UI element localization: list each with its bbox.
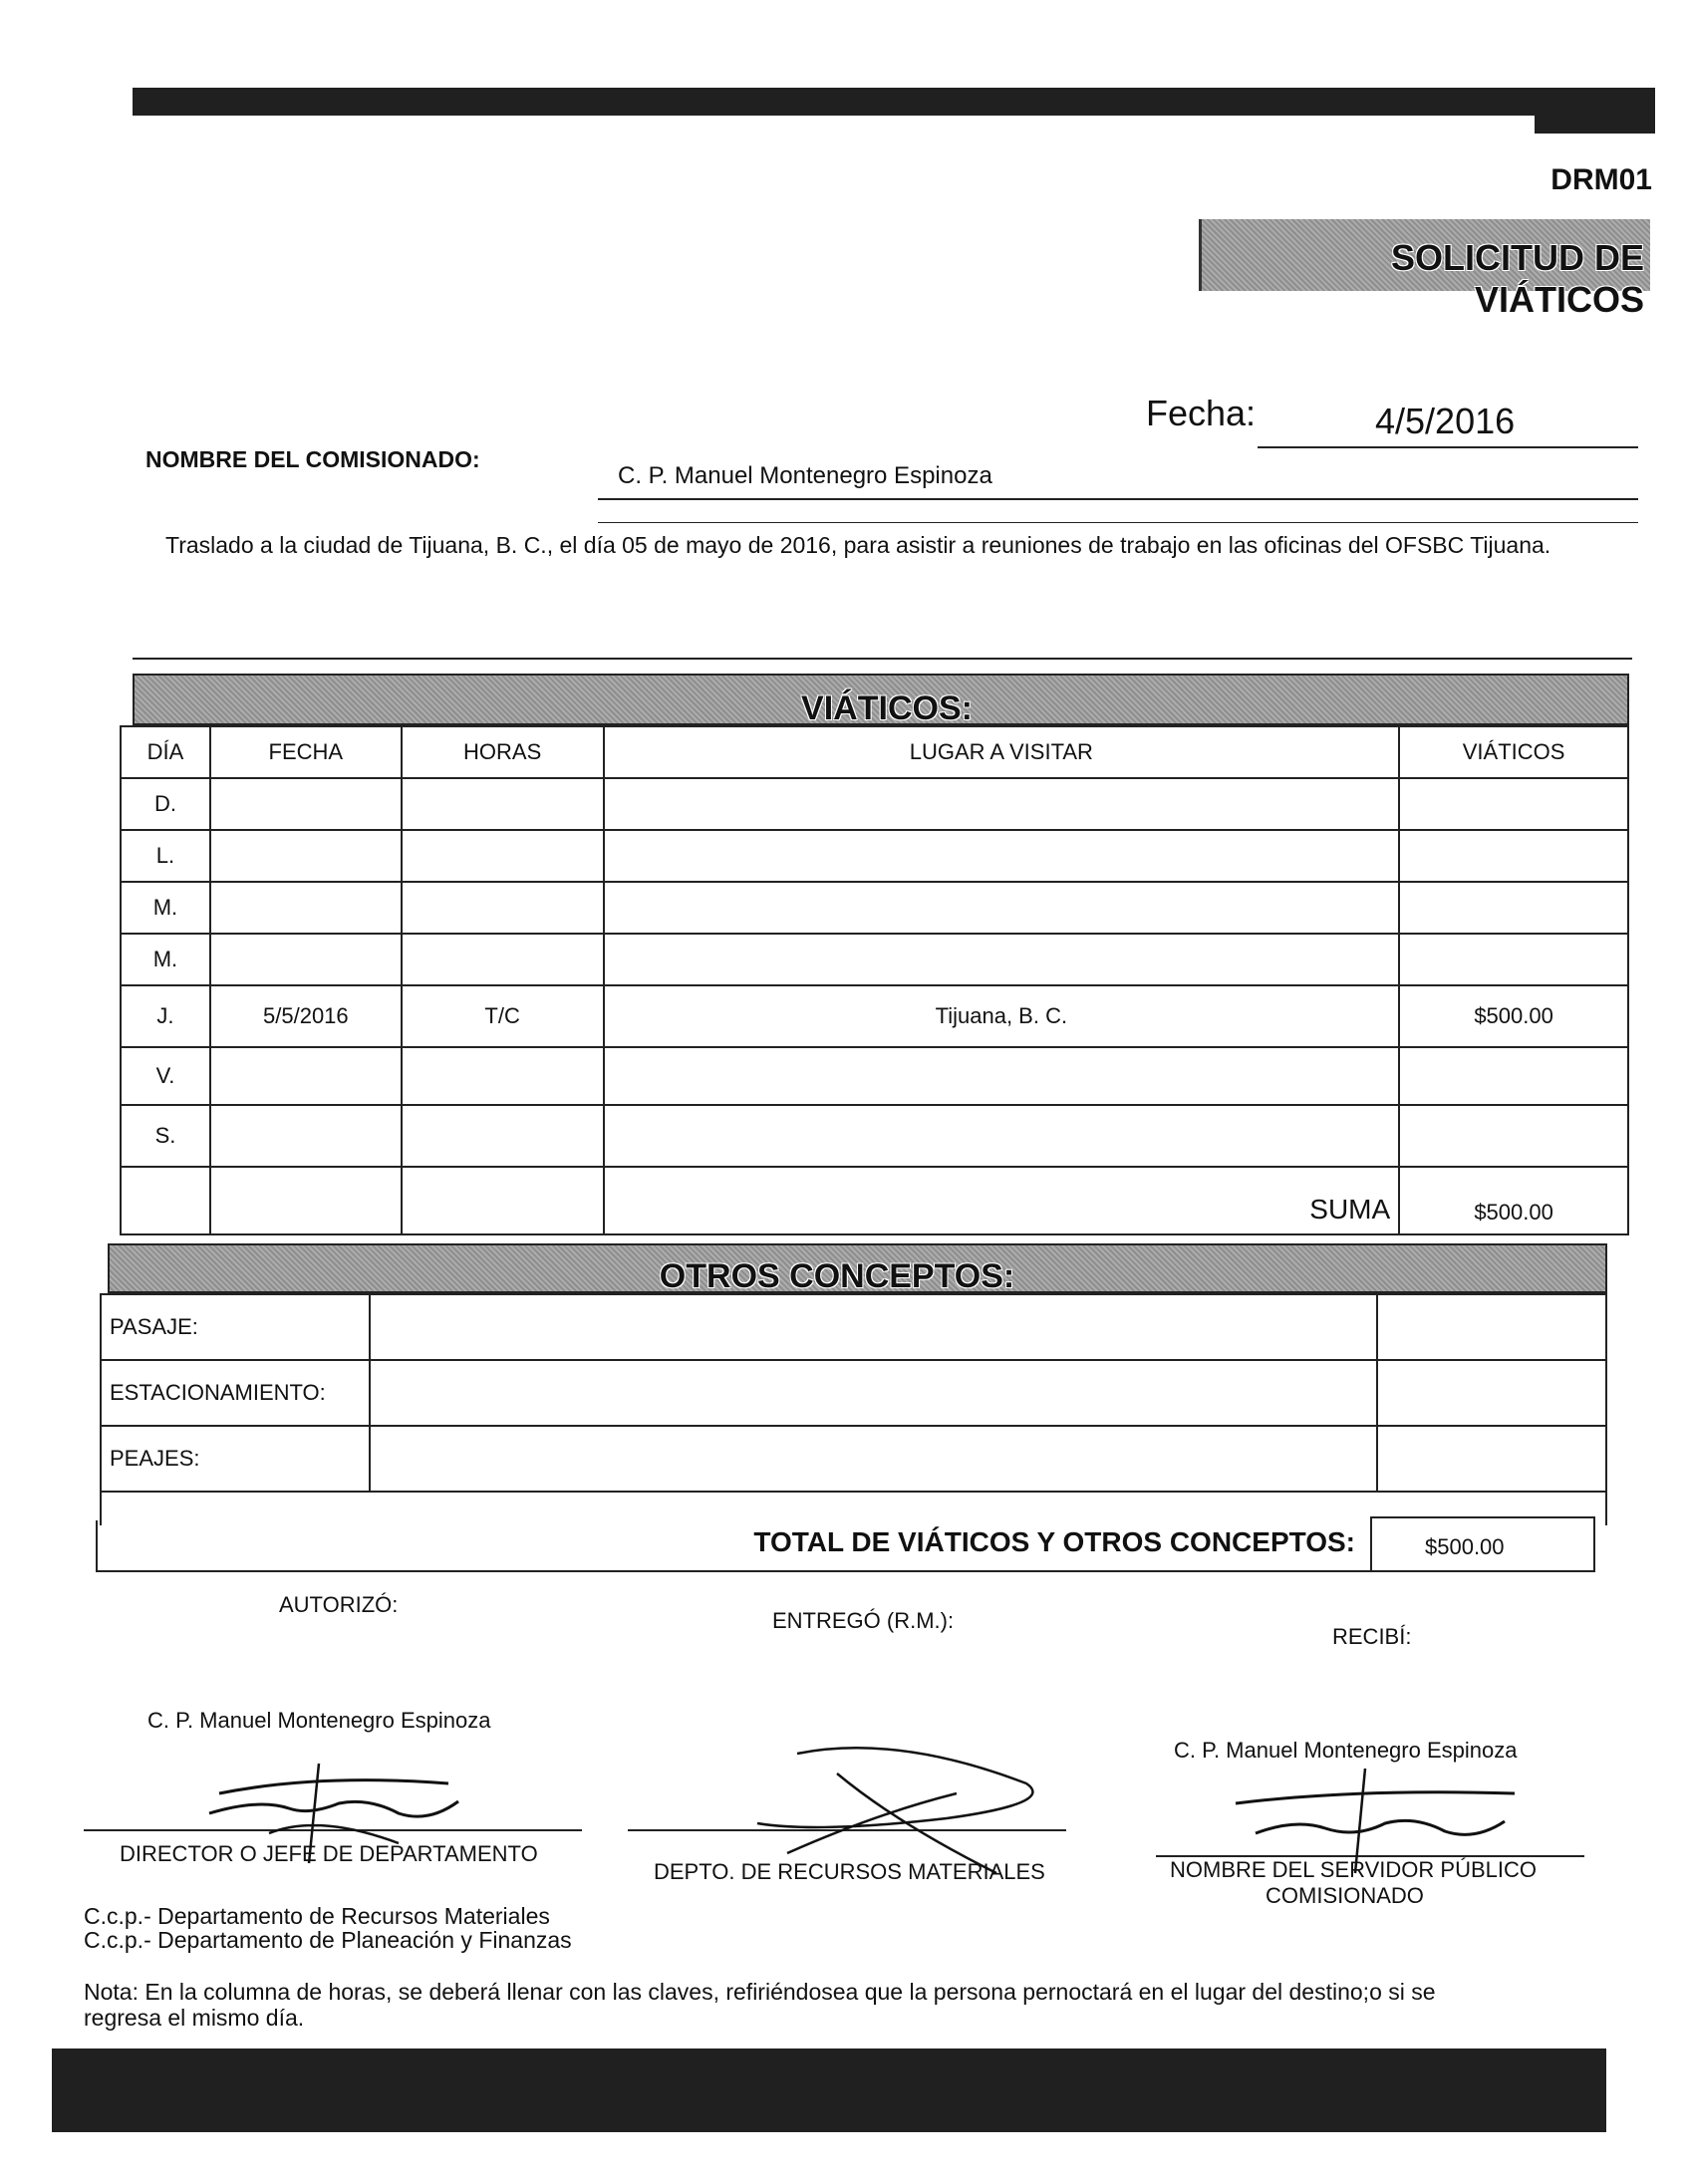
viaticos-header: VIÁTICOS: [801, 689, 973, 727]
viaticos-table [120, 725, 1629, 1235]
recibi-role-line1: NOMBRE DEL SERVIDOR PÚBLICO [1170, 1857, 1537, 1882]
col-fecha: FECHA [210, 726, 402, 778]
col-dia: DÍA [121, 726, 210, 778]
fecha-value: 4/5/2016 [1375, 401, 1516, 441]
row-viaticos [1399, 830, 1628, 882]
row-viaticos [1399, 882, 1628, 934]
table-row [121, 1047, 1628, 1105]
table-row [121, 882, 1628, 934]
row-lugar [604, 778, 1400, 830]
top-bar [133, 88, 1655, 116]
col-viaticos: VIÁTICOS [1399, 726, 1628, 778]
table-row [101, 1426, 1606, 1492]
form-code: DRM01 [1550, 163, 1652, 196]
table-row [101, 1294, 1606, 1360]
entrego-role: DEPTO. DE RECURSOS MATERIALES [654, 1859, 1045, 1884]
suma-label: SUMA [604, 1167, 1400, 1234]
row-lugar [604, 1047, 1400, 1105]
nombre-value: C. P. Manuel Montenegro Espinoza [618, 462, 992, 489]
ccp-line-2: C.c.p.- Departamento de Planeación y Finanzas [84, 1927, 572, 1953]
row-lugar: Tijuana, B. C. [604, 985, 1400, 1047]
row-viaticos [1399, 778, 1628, 830]
row-horas [402, 1047, 604, 1105]
fecha-label: Fecha: [1146, 393, 1257, 433]
note-line-1: Nota: En la columna de horas, se deberá llenar con las claves, refiriéndosea que la persona pernoctará en el lugar del destino;o si se [84, 1979, 1436, 2005]
row-dia: M. [121, 934, 210, 985]
commission-description: Traslado a la ciudad de Tijuana, B. C., el día 05 de mayo de 2016, para asistir a reuniones de trabajo en las oficinas del OFSBC Tijuana. [165, 532, 1551, 558]
table-row [121, 1105, 1628, 1167]
pasaje-detail [370, 1294, 1377, 1360]
suma-value: $500.00 [1399, 1167, 1628, 1234]
recibi-name: C. P. Manuel Montenegro Espinoza [1174, 1738, 1518, 1763]
row-dia: S. [121, 1105, 210, 1167]
col-horas: HORAS [402, 726, 604, 778]
pasaje-value [1377, 1294, 1606, 1360]
row-lugar [604, 882, 1400, 934]
estacionamiento-value [1377, 1360, 1606, 1426]
row-viaticos [1399, 1105, 1628, 1167]
nombre-label: NOMBRE DEL COMISIONADO: [145, 446, 480, 472]
row-dia: V. [121, 1047, 210, 1105]
total-label: TOTAL DE VIÁTICOS Y OTROS CONCEPTOS: [753, 1526, 1355, 1557]
row-fecha [210, 934, 402, 985]
entrego-label: ENTREGÓ (R.M.): [772, 1608, 955, 1633]
table-row [101, 1360, 1606, 1426]
row-lugar [604, 830, 1400, 882]
nombre-underline [598, 498, 1638, 500]
row-viaticos [1399, 1047, 1628, 1105]
page-title: SOLICITUD DE VIÁTICOS [1390, 237, 1644, 320]
row-fecha: 5/5/2016 [210, 985, 402, 1047]
otros-header: OTROS CONCEPTOS: [659, 1257, 1015, 1295]
suma-row [121, 1167, 1628, 1234]
autorizo-role: DIRECTOR O JEFE DE DEPARTAMENTO [120, 1841, 538, 1866]
row-horas [402, 934, 604, 985]
row-viaticos: $500.00 [1399, 985, 1628, 1047]
viaticos-column-headers [121, 726, 1628, 778]
row-horas [402, 882, 604, 934]
row-horas: T/C [402, 985, 604, 1047]
fecha-underline [1258, 446, 1638, 448]
row-lugar [604, 934, 1400, 985]
table-row [121, 934, 1628, 985]
row-horas [402, 778, 604, 830]
row-fecha [210, 830, 402, 882]
recibi-role-line2: COMISIONADO [1266, 1883, 1424, 1908]
note-line-2: regresa el mismo día. [84, 2005, 305, 2031]
row-horas [402, 830, 604, 882]
table-row [121, 778, 1628, 830]
col-lugar: LUGAR A VISITAR [604, 726, 1400, 778]
autorizo-label: AUTORIZÓ: [279, 1592, 399, 1617]
row-dia: M. [121, 882, 210, 934]
row-dia: J. [121, 985, 210, 1047]
peajes-detail [370, 1426, 1377, 1492]
row-dia: D. [121, 778, 210, 830]
estacionamiento-label: ESTACIONAMIENTO: [101, 1360, 370, 1426]
row-fecha [210, 1105, 402, 1167]
row-horas [402, 1105, 604, 1167]
recibi-label: RECIBÍ: [1332, 1624, 1412, 1649]
row-dia: L. [121, 830, 210, 882]
autorizo-name: C. P. Manuel Montenegro Espinoza [147, 1708, 491, 1733]
pasaje-label: PASAJE: [101, 1294, 370, 1360]
top-bar-right [1535, 116, 1655, 134]
estacionamiento-detail [370, 1360, 1377, 1426]
row-lugar [604, 1105, 1400, 1167]
table-row [121, 830, 1628, 882]
bottom-bar [52, 2048, 1606, 2132]
ccp-line-1: C.c.p.- Departamento de Recursos Materiales [84, 1903, 550, 1929]
peajes-value [1377, 1426, 1606, 1492]
table-row [121, 985, 1628, 1047]
row-viaticos [1399, 934, 1628, 985]
section-separator [133, 658, 1632, 660]
peajes-label: PEAJES: [101, 1426, 370, 1492]
description-top-line [598, 522, 1638, 523]
total-value: $500.00 [1425, 1534, 1505, 1559]
otros-table [100, 1293, 1607, 1525]
row-fecha [210, 1047, 402, 1105]
row-fecha [210, 882, 402, 934]
row-fecha [210, 778, 402, 830]
